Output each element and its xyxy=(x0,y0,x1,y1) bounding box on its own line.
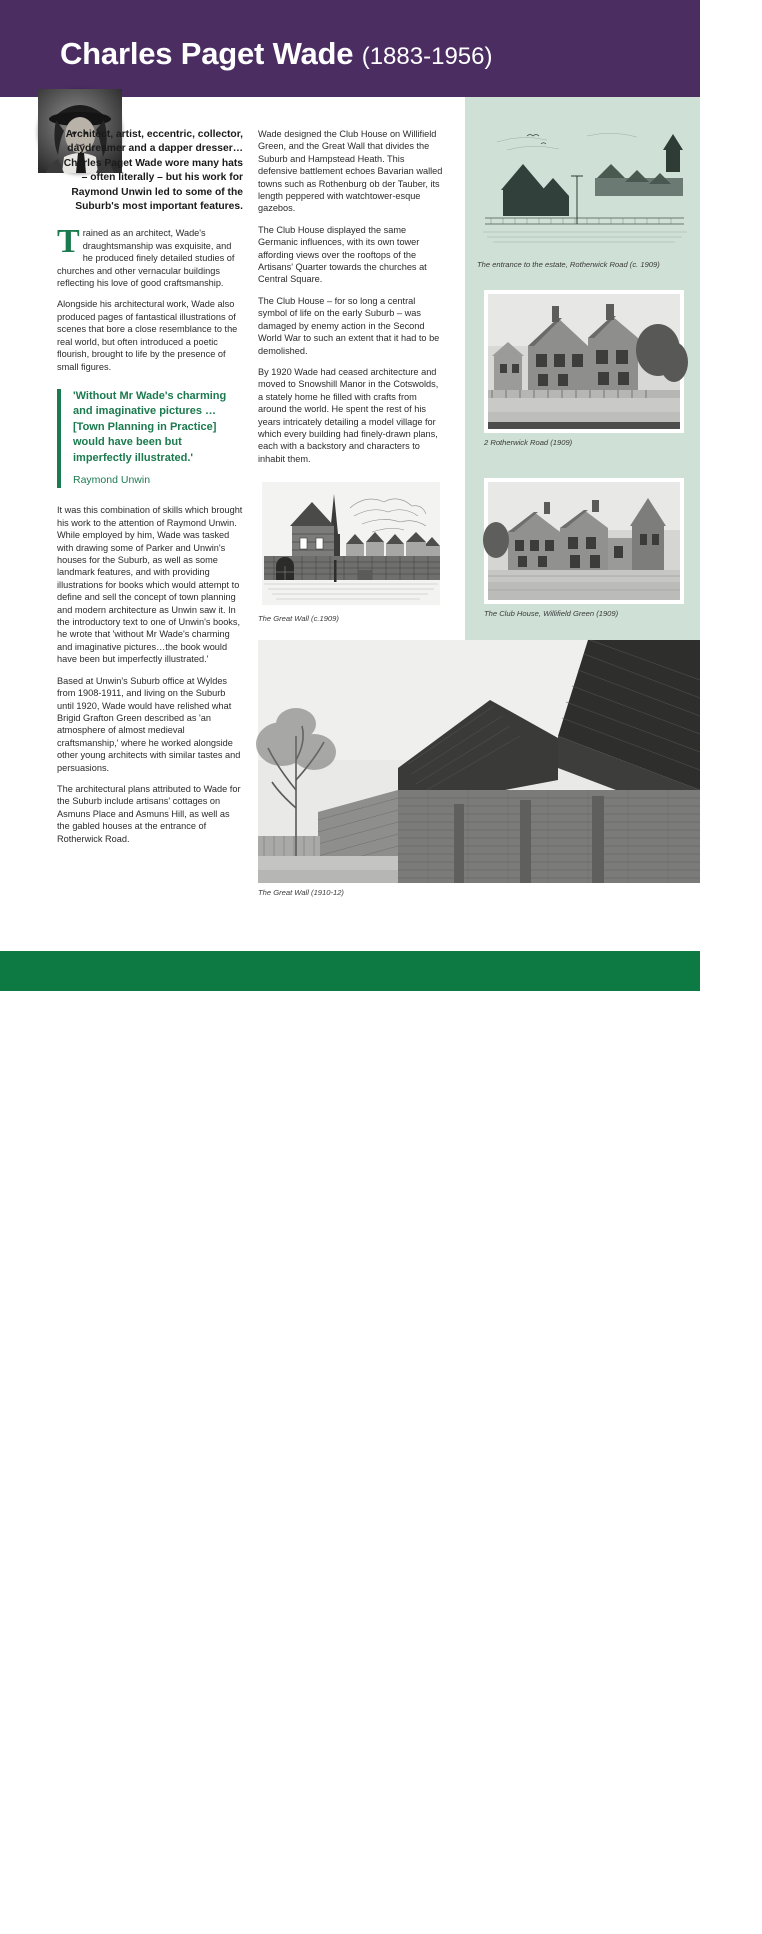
hgs-trust-logo: ·HAMPSTEAD · GARDEN · SUBURB · TRUST· xyxy=(449,1914,762,1929)
middle-paragraph-1: Wade designed the Club House on Willifield Green, and the Great Wall that divides the Suburb and Hampstead Heath. This defensive battlement echoes Bavarian walled towns such as Rothenburg ob der Tauber, its length peppered with watchtower-esque gazebos. xyxy=(258,129,443,214)
middle-paragraph-2: The Club House displayed the same Germanic influences, with its own tower affording views over the rooftops of the Artisans' Quarter towards the churches at Central Square. xyxy=(258,224,427,285)
clubhouse-photo-caption: The Club House, Willifield Green (1909) xyxy=(484,609,619,618)
body-paragraph-1-text: rained as an architect, Wade's draughtsmanship was exquisite, and he produced finely detailed studies of churches and other vernacular buildings reflecting his love of good craftsmanship. xyxy=(57,228,235,289)
clubhouse-photo-image xyxy=(488,482,680,600)
body-paragraph-2: Alongside his architectural work, Wade also produced pages of fantastical illustrations of scenes that bore a close resemblance to the real world, but often introduced a poetic flourish, brought to life by the presence of small figures. xyxy=(57,299,238,372)
archives-logo-line-big: SUBURB ARCHIVES xyxy=(130,1920,239,1932)
entrance-sketch-image xyxy=(477,120,692,255)
page-title-years: (1883-1956) xyxy=(361,43,493,70)
header-banner xyxy=(0,0,700,97)
footer-banner xyxy=(0,951,762,1932)
page-title-main: Charles Paget Wade xyxy=(60,36,354,71)
figure-great-wall-photo xyxy=(258,640,700,898)
middle-text-column xyxy=(258,128,443,474)
figure-entrance-sketch xyxy=(477,120,692,270)
pull-quote-attribution: Raymond Unwin xyxy=(73,474,151,487)
archives-trust-logo xyxy=(57,1916,264,1934)
body-paragraph-5: The architectural plans attributed to Wade for the Suburb include artisans' cottages on Asmuns Place and Asmuns Hill, as well as the gabled houses at the entrance of Rotherwick Road. xyxy=(57,783,241,844)
body-paragraph-3: It was this combination of skills which brought his work to the attention of Raymond Unwin. While employed by him, Wade was tasked with drawing some of Parker and Unwin's houses for the Suburb, as well as some landmark features, and with providing illustrations for books which would attempt to define and sell the concept of town planning and modern architecture as Unwin saw it. In the introductory text to one of Unwin's books, he wrote that 'without Mr Wade's charming and imaginative pictures…the book would have been but imperfectly illustrated.' xyxy=(57,505,243,665)
rotherwick-photo-image xyxy=(488,294,680,429)
great-wall-photo-drawing xyxy=(258,640,700,883)
middle-paragraph-4: By 1920 Wade had ceased architecture and moved to Snowshill Manor in the Cotswolds, a stately home he filled with crafts from around the world. He spent the rest of his years intricately detailing a model village for which every building had finely-drawn plans, each with a backstory and characters to inhabit them. xyxy=(258,366,439,464)
rotherwick-photo-frame xyxy=(484,290,684,433)
body-paragraph-4: Based at Unwin's Suburb office at Wyldes from 1908-1911, and living on the Suburb until 1920, Wade would have relished what Brigid Grafton Green described as 'an atmosphere of almost medieval craftsmanship,' where he worked alongside other young architects with similar tastes and persuasions. xyxy=(57,675,241,773)
drop-cap-letter: T xyxy=(57,223,80,261)
pull-quote xyxy=(57,389,243,489)
figure-rotherwick-road xyxy=(484,290,684,448)
page-title xyxy=(60,36,492,72)
left-text-column xyxy=(57,128,243,854)
great-wall-photo-image xyxy=(258,640,700,883)
great-wall-sketch-frame xyxy=(258,478,444,609)
body-paragraph-1 xyxy=(57,223,243,289)
archives-logo-line-small: HAMPSTEAD GARDEN xyxy=(57,1924,127,1931)
pull-quote-text: 'Without Mr Wade's charming and imaginative pictures … [Town Planning in Practice] would have been but imperfectly illustrated.' xyxy=(73,389,227,464)
great-wall-sketch-caption: The Great Wall (c.1909) xyxy=(258,614,339,623)
figure-great-wall-sketch xyxy=(258,478,444,624)
intro-lead-paragraph: Architect, artist, eccentric, collector, daydreamer and a dapper dresser… Charles Paget Wade wore many hats – often literally – but his work for Raymond Unwin led to some of the Suburb's most important features. xyxy=(63,129,243,213)
rotherwick-photo-caption: 2 Rotherwick Road (1909) xyxy=(484,438,573,447)
great-wall-photo-caption: The Great Wall (1910-12) xyxy=(258,888,344,897)
great-wall-sketch-image xyxy=(262,482,440,605)
figure-club-house xyxy=(484,478,684,619)
entrance-sketch-caption: The entrance to the estate, Rotherwick Road (c. 1909) xyxy=(477,260,660,269)
clubhouse-photo-frame xyxy=(484,478,684,604)
entrance-sketch-drawing xyxy=(477,120,692,255)
archives-logo-line-tiny: TRUST xyxy=(242,1924,264,1931)
middle-paragraph-3: The Club House – for so long a central symbol of life on the early Suburb – was damaged by enemy action in the Second World War to such an extent that it had to be demolished. xyxy=(258,295,440,356)
